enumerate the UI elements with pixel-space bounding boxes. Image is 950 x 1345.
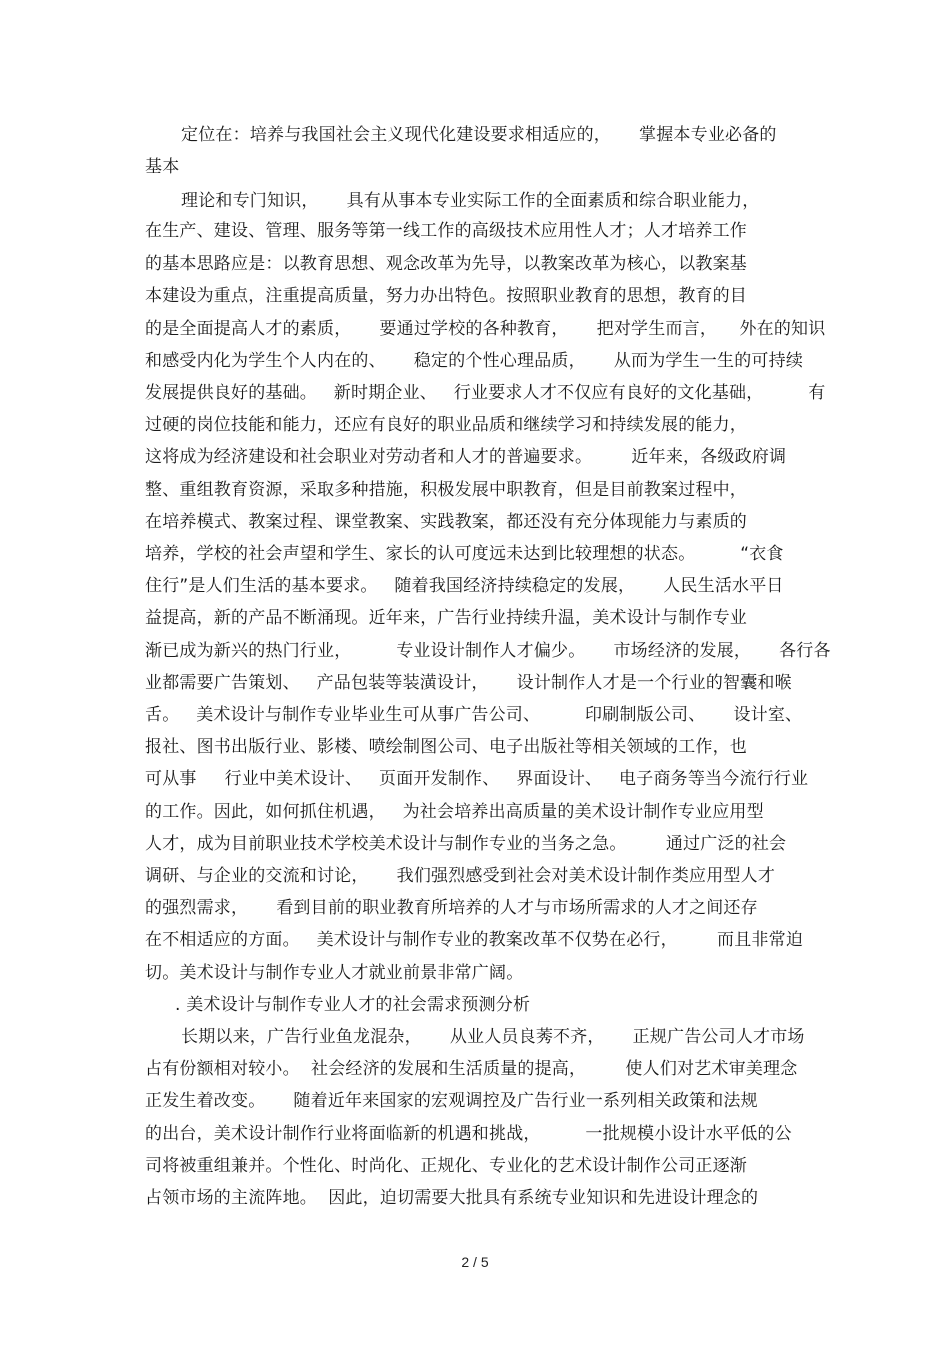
section-heading: . 美术设计与制作专业人才的社会需求预测分析	[175, 995, 531, 1015]
page-number: 2 / 5	[461, 1254, 489, 1270]
text-line: 理论和专门知识， 具有从事本专业实际工作的全面素质和综合职业能力，	[181, 191, 760, 211]
text-line: 占有份额相对较小。 社会经济的发展和生活质量的提高， 使人们对艺术审美理念	[145, 1059, 798, 1079]
text-line: 的强烈需求， 看到目前的职业教育所培养的人才与市场所需求的人才之间还存	[145, 898, 758, 918]
text-line: 益提高，新的产品不断涌现。近年来，广告行业持续升温，美术设计与制作专业	[145, 608, 747, 628]
text-line: 正发生着改变。 随着近年来国家的宏观调控及广告行业一系列相关政策和法规	[145, 1091, 758, 1111]
text-line: 司将被重组兼并。个性化、时尚化、正规化、专业化的艺术设计制作公司正逐渐	[145, 1156, 747, 1176]
text-line: 的工作。因此，如何抓住机遇， 为社会培养出高质量的美术设计制作专业应用型	[145, 802, 764, 822]
text-line: 人才，成为目前职业技术学校美术设计与制作专业的当务之急。 通过广泛的社会	[145, 834, 787, 854]
text-line: 住行”是人们生活的基本要求。 随着我国经济持续稳定的发展， 人民生活水平日	[145, 576, 784, 596]
text-line: 在培养模式、教案过程、课堂教案、实践教案，都还没有充分体现能力与素质的	[145, 512, 747, 532]
text-line: 调研、与企业的交流和讨论， 我们强烈感受到社会对美术设计制作类应用型人才	[145, 866, 776, 886]
text-line: 在生产、建设、管理、服务等第一线工作的高级技术应用性人才；人才培养工作	[145, 221, 747, 241]
text-line: 本建设为重点，注重提高质量，努力办出特色。按照职业教育的思想，教育的目	[145, 286, 747, 306]
text-line: 切。美术设计与制作专业人才就业前景非常广阔。	[145, 963, 524, 983]
text-line: 过硬的岗位技能和能力，还应有良好的职业品质和继续学习和持续发展的能力，	[145, 415, 747, 435]
text-line: 报社、图书出版行业、影楼、喷绘制图公司、电子出版社等相关领域的工作，也	[145, 737, 747, 757]
text-line: 基本	[145, 157, 180, 177]
text-line: 这将成为经济建设和社会职业对劳动者和人才的普遍要求。 近年来，各级政府调	[145, 447, 787, 467]
text-line: 的出台，美术设计制作行业将面临新的机遇和挑战， 一批规模小设计水平低的公	[145, 1124, 792, 1144]
text-line: 培养，学校的社会声望和学生、家长的认可度远未达到比较理想的状态。 “衣食	[145, 544, 784, 564]
text-line: 业都需要广告策划、 产品包装等装潢设计， 设计制作人才是一个行业的智囊和喉	[145, 673, 792, 693]
text-line: 的基本思路应是：以教育思想、观念改革为先导，以教案改革为核心，以教案基	[145, 254, 747, 274]
text-line: 的是全面提高人才的素质， 要通过学校的各种教育， 把对学生而言， 外在的知识	[145, 319, 826, 339]
text-line: 在不相适应的方面。 美术设计与制作专业的教案改革不仅势在必行， 而且非常迫	[145, 930, 804, 950]
text-line: 长期以来，广告行业鱼龙混杂， 从业人员良莠不齐， 正规广告公司人才市场	[181, 1027, 805, 1047]
text-line: 渐已成为新兴的热门行业， 专业设计制作人才偏少。 市场经济的发展， 各行各	[145, 641, 831, 661]
text-line: 占领市场的主流阵地。 因此，迫切需要大批具有系统专业知识和先进设计理念的	[145, 1188, 759, 1208]
text-line: 整、重组教育资源，采取多种措施，积极发展中职教育，但是目前教案过程中，	[145, 480, 747, 500]
text-line: 舌。 美术设计与制作专业毕业生可从事广告公司、 印刷制版公司、 设计室、	[145, 705, 803, 725]
text-line: 定位在：培养与我国社会主义现代化建设要求相适应的， 掌握本专业必备的	[181, 125, 777, 145]
text-line: 可从事 行业中美术设计、 页面开发制作、 界面设计、 电子商务等当今流行行业	[145, 769, 809, 789]
text-line: 发展提供良好的基础。 新时期企业、 行业要求人才不仅应有良好的文化基础， 有	[145, 383, 826, 403]
text-line: 和感受内化为学生个人内在的、 稳定的个性心理品质， 从而为学生一生的可持续	[145, 351, 804, 371]
